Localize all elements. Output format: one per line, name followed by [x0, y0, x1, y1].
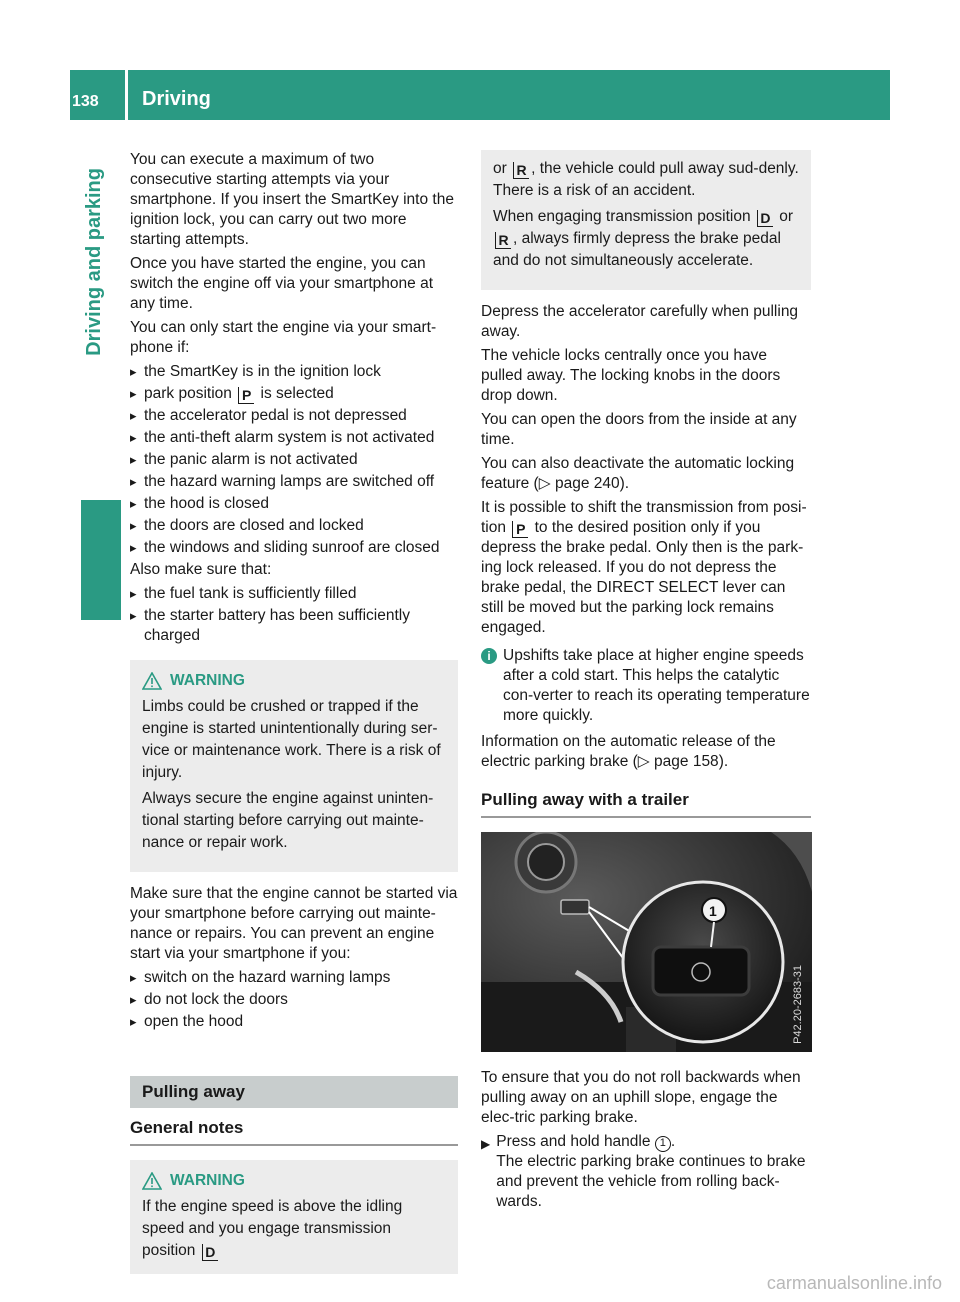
- page-reference-link[interactable]: page 240: [554, 475, 620, 492]
- list-item: ▸ do not lock the doors: [130, 990, 458, 1010]
- instruction-text: Press and hold handle 1 .: [496, 1133, 676, 1150]
- paragraph-text: ).: [619, 475, 630, 492]
- left-column: [130, 150, 458, 1274]
- warning-header: [142, 670, 446, 692]
- info-note: [481, 646, 811, 726]
- paragraph: You can execute a maximum of two consecutive starting attempts via your smartphone. If you insert the SmartKey into the ignition lock, you can carry out two more starting attempts.: [130, 151, 454, 248]
- list-item: ▸ switch on the hazard warning lamps: [130, 968, 458, 988]
- warning-triangle-icon: [142, 672, 162, 690]
- prevent-start-list: [130, 968, 458, 1032]
- list-item: ▸ the fuel tank is sufficiently filled: [130, 584, 458, 604]
- page-title: Driving: [142, 88, 211, 110]
- warning-text-part: If the engine speed is above the idling speed and you engage transmission position: [142, 1198, 403, 1259]
- paragraph: Once you have started the engine, you can switch the engine off via your smartphone at any time.: [130, 255, 433, 312]
- start-conditions-list: [130, 362, 458, 558]
- warning-triangle-icon: [142, 1172, 162, 1190]
- page-reference-link[interactable]: page 158: [654, 753, 719, 770]
- instruction-step: [481, 1132, 811, 1212]
- chapter-side-label-text: Driving and parking: [83, 168, 105, 356]
- right-column: [481, 150, 811, 1212]
- photo-reference-code: P42.20-2683-31: [792, 965, 804, 1044]
- callout-1: 1: [655, 1136, 671, 1152]
- list-item: ▸ the starter battery has been sufficiently charged: [130, 606, 458, 646]
- paragraph: Make sure that the engine cannot be started via your smartphone before carrying out mainte-nance or repairs. You can prevent an engine start via your smartphone if you:: [130, 885, 458, 962]
- instruction-content: [496, 1132, 811, 1212]
- warning-text-part: , the vehicle could pull away sud-denly. There is a risk of an accident.: [493, 160, 799, 199]
- paragraph: To ensure that you do not roll backwards when pulling away on an uphill slope, engage the elec-tric parking brake.: [481, 1069, 801, 1126]
- instruction-result: The electric parking brake continues to brake and prevent the vehicle from rolling back-wards.: [496, 1153, 806, 1210]
- info-text: Upshifts take place at higher engine speeds after a cold start. This helps the catalytic con-verter to reach its operating temperature more quickly.: [503, 647, 810, 724]
- paragraph: You can open the doors from the inside at any time.: [481, 411, 797, 448]
- warning-text: [142, 1196, 446, 1262]
- warning-text: [493, 206, 799, 272]
- paragraph: You can only start the engine via your smart-phone if:: [130, 319, 437, 356]
- paragraph-text: It is possible to shift the transmission from posi-tion: [481, 499, 807, 536]
- parking-brake-photo: [481, 832, 812, 1052]
- warning-text: [493, 158, 799, 202]
- list-item: ▸ the accelerator pedal is not depressed: [130, 406, 458, 426]
- warning-text-part: or: [779, 208, 794, 225]
- paragraph: Depress the accelerator carefully when pulling away.: [481, 303, 799, 340]
- paragraph-text: ).: [718, 753, 729, 770]
- warning-box: [130, 1160, 458, 1274]
- paragraph-text: to the desired position only if you depress the brake pedal. Only then is the park-ing lock released. If you do not depress the brake pedal, the DIRECT SELECT lever can still be moved but the parking lock remains engaged.: [481, 519, 804, 636]
- warning-text: Always secure the engine against uninten-tional starting before carrying out mainte-nance or repair work.: [142, 790, 434, 851]
- reverse-position-symbol: R: [513, 162, 529, 179]
- paragraph-text: You can also deactivate the automatic locking feature (: [481, 455, 795, 492]
- list-item: ▸ the SmartKey is in the ignition lock: [130, 362, 458, 382]
- info-icon: i: [481, 648, 497, 664]
- list-item: ▸ the hood is closed: [130, 494, 458, 514]
- sub-heading: Pulling away with a trailer: [481, 790, 811, 818]
- instruction-part: Press and hold handle: [496, 1133, 651, 1150]
- dashboard-illustration: [481, 832, 812, 1052]
- reverse-position-symbol: R: [495, 232, 511, 249]
- step-arrow-icon: ▶: [481, 1137, 491, 1151]
- page-ref-arrow-icon: ▷: [637, 753, 650, 770]
- paragraph: The vehicle locks centrally once you have pulled away. The locking knobs in the doors drop down.: [481, 347, 781, 404]
- park-position-symbol: P: [238, 387, 254, 404]
- sub-heading: General notes: [130, 1118, 458, 1146]
- park-position-symbol: P: [512, 521, 528, 538]
- warning-text: Limbs could be crushed or trapped if the engine is started unintentionally during ser-vice or maintenance work. There is a risk of injury.: [142, 698, 441, 781]
- warning-header: [142, 1170, 446, 1192]
- list-item: ▸ the panic alarm is not activated: [130, 450, 458, 470]
- paragraph: [481, 454, 811, 494]
- list-item: [130, 384, 458, 404]
- list-item: ▸ the windows and sliding sunroof are closed: [130, 538, 458, 558]
- chapter-tab-marker: [81, 500, 121, 620]
- header-divider: [125, 70, 128, 120]
- warning-box-continued: [481, 150, 811, 290]
- page-number: 138: [72, 93, 99, 110]
- warning-box: [130, 660, 458, 872]
- list-item: ▸ the anti-theft alarm system is not activated: [130, 428, 458, 448]
- paragraph-text: Information on the automatic release of the electric parking brake (: [481, 733, 776, 770]
- photo-callout-label: 1: [709, 903, 717, 919]
- warning-text-part: , always firmly depress the brake pedal and do not simultaneously accelerate.: [493, 230, 781, 269]
- warning-text-part: When engaging transmission position: [493, 208, 751, 225]
- warning-label: WARNING: [170, 672, 245, 689]
- list-item: ▸ open the hood: [130, 1012, 458, 1032]
- paragraph: Also make sure that:: [130, 561, 272, 578]
- drive-position-symbol: D: [202, 1244, 218, 1261]
- list-item-text: park position: [144, 385, 232, 402]
- list-item: ▸ the doors are closed and locked: [130, 516, 458, 536]
- section-heading: Pulling away: [130, 1076, 458, 1108]
- also-list: [130, 584, 458, 646]
- list-item-text: is selected: [260, 385, 334, 402]
- chapter-side-label: [83, 168, 113, 438]
- paragraph: [481, 732, 811, 772]
- drive-position-symbol: D: [757, 210, 773, 227]
- watermark: carmanualsonline.info: [766, 1273, 942, 1293]
- list-item: ▸ the hazard warning lamps are switched off: [130, 472, 458, 492]
- warning-label: WARNING: [170, 1172, 245, 1189]
- warning-text-part: or: [493, 160, 507, 177]
- paragraph: [481, 498, 811, 638]
- page-ref-arrow-icon: ▷: [538, 475, 551, 492]
